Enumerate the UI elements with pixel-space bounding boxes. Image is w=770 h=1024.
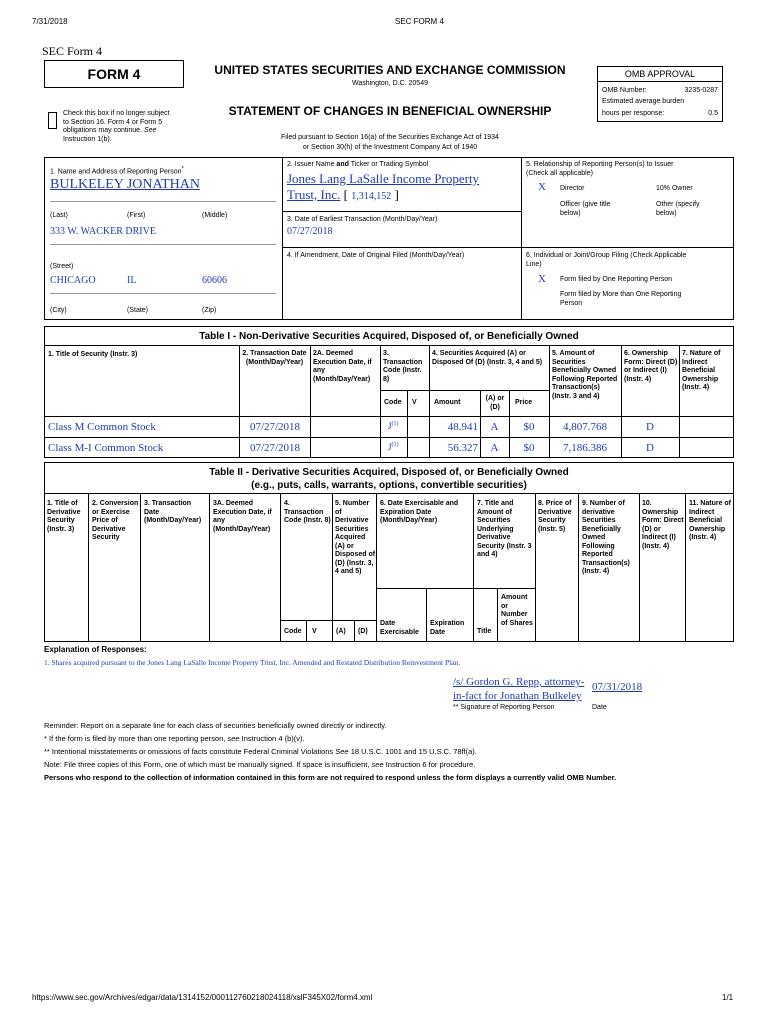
t1-h-securities: 4. Securities Acquired (A) or Disposed Of (D) (Instr. 3, 4 and 5)	[432, 350, 543, 366]
t1-sub-price: Price	[515, 399, 533, 406]
row1-owned: 4,807.768	[563, 421, 607, 433]
director-label: Director	[560, 185, 585, 192]
print-page-number: 1/1	[722, 993, 734, 1002]
signature-label: ** Signature of Reporting Person	[453, 704, 555, 711]
row1-ad: A	[490, 421, 499, 433]
t2-h-title: 1. Title of Derivative Security (Instr. 3)	[47, 500, 81, 533]
print-url[interactable]: https://www.sec.gov/Archives/edgar/data/1314152/000112760218024118/xslF345X02/form4.xml	[32, 993, 373, 1002]
row2-title: Class M-I Common Stock	[48, 442, 164, 454]
row2-price: $0	[523, 442, 535, 454]
hours-value: 0.5	[708, 110, 718, 117]
more-persons-label: Form filed by More than One Reporting Person	[560, 291, 682, 307]
row1-title: Class M Common Stock	[48, 421, 156, 433]
reminder-note: Reminder: Report on a separate line for each class of securities beneficially owned directly or indirectly.	[44, 721, 387, 730]
t2-sub-code: Code	[284, 628, 302, 635]
row2-code: $J^{(1)}$	[388, 442, 399, 452]
row1-amount: 48.941	[447, 421, 478, 433]
row1-code: $J^{(1)}$	[388, 421, 399, 431]
row2-ad: A	[490, 442, 499, 454]
t1-sub-code: Code	[384, 399, 402, 406]
t2-sub-amount: Amount or Number of Shares	[501, 594, 533, 627]
hours-label: hours per response:	[602, 110, 665, 117]
city-value: CHICAGO	[50, 275, 96, 286]
table-2-title: Table II - Derivative Securities Acquired, Disposed of, or Beneficially Owned (e.g., puts, calls, warrants, options, convertible securities)	[209, 467, 569, 491]
row2-form: D	[646, 442, 654, 454]
row2-owned: 7,186.386	[563, 442, 607, 454]
omb-number: 3235-0287	[684, 87, 718, 94]
zip-value: 60606	[202, 275, 227, 286]
t2-h-owned: 9. Number of derivative Securities Beneficially Owned Following Reported Transaction(s) (Instr. 4)	[582, 500, 630, 575]
middle-label: (Middle)	[202, 212, 228, 219]
omb-approval-box	[597, 66, 723, 122]
burden-label: Estimated average burden	[602, 98, 685, 105]
other-label: Other (specify below)	[656, 201, 700, 217]
ticker-symbol: 1,314,152	[351, 191, 392, 202]
t2-h-price: 8. Price of Derivative Security (Instr. 5)	[538, 500, 572, 533]
omb-title: OMB APPROVAL	[598, 67, 722, 82]
one-person-label: Form filed by One Reporting Person	[560, 276, 673, 283]
t1-h-code: 3. Transaction Code (Instr. 8)	[383, 350, 423, 383]
explanation-1: 1. Shares acquired pursuant to the Jones Lang LaSalle Income Property Trust, Inc. Amended and Restated Distribution Reinvestment Plan.	[44, 658, 461, 667]
box2-label: 2. Issuer Name and Ticker or Trading Symbol	[287, 161, 429, 168]
omb-number-label: OMB Number:	[602, 87, 647, 94]
officer-label: Officer (give title below)	[560, 201, 611, 217]
note-3: Note: File three copies of this Form, one of which must be manually signed. If space is insufficient, see Instruction 6 for procedure.	[44, 760, 476, 769]
street-label: (Street)	[50, 263, 74, 270]
first-label: (First)	[127, 212, 146, 219]
t1-h-owned: 5. Amount of Securities Beneficially Owned Following Reported Transaction(s) (Instr. 3 and 4)	[552, 350, 618, 400]
box3-label: 3. Date of Earliest Transaction (Month/Day/Year)	[287, 216, 438, 223]
no-longer-subject-checkbox[interactable]	[48, 112, 57, 129]
t2-sub-expiration: Expiration Date	[430, 620, 465, 636]
checkbox-label: Check this box if no longer subject to Section 16. Form 4 or Form 5 obligations may continue. See Instruction 1(b).	[63, 110, 170, 143]
row1-form: D	[646, 421, 654, 433]
row2-amount: 56.327	[447, 442, 478, 454]
note-1: * If the form is filed by more than one reporting person, see Instruction 4 (b)(v).	[44, 734, 305, 743]
table-1-title: Table I - Non-Derivative Securities Acquired, Disposed of, or Beneficially Owned	[199, 331, 579, 342]
t2-h-code: 4. Transaction Code (Instr. 8)	[284, 500, 331, 524]
statement-title: STATEMENT OF CHANGES IN BENEFICIAL OWNERSHIP	[228, 104, 552, 118]
zip-label: (Zip)	[202, 307, 217, 314]
print-page-title: SEC FORM 4	[395, 17, 444, 26]
agency-city: Washington, D.C. 20549	[351, 80, 428, 87]
t2-sub-exercisable: Date Exercisable	[380, 620, 419, 636]
issuer-name[interactable]: Jones Lang LaSalle Income Property Trust, Inc. [ 1,314,152 ]	[287, 171, 480, 202]
persons-note: Persons who respond to the collection of information contained in this form are not required to respond unless the form displays a currently valid OMB Number.	[44, 773, 617, 782]
t2-h-exercisable: 6. Date Exercisable and Expiration Date (Month/Day/Year)	[380, 500, 459, 524]
t1-sub-amount: Amount	[434, 399, 461, 406]
t2-h-underlying: 7. Title and Amount of Securities Underlying Derivative Security (Instr. 3 and 4)	[477, 500, 532, 558]
state-label: (State)	[127, 307, 149, 314]
one-person-mark[interactable]: X	[538, 273, 546, 285]
t2-sub-a: (A)	[336, 628, 346, 635]
city-label: (City)	[50, 307, 67, 314]
footer-notes	[44, 719, 734, 784]
signature: /s/ Gordon G. Repp, attorney- in-fact for Jonathan Bulkeley	[453, 676, 585, 702]
t1-h-form: 6. Ownership Form: Direct (D) or Indirect (I) (Instr. 4)	[624, 350, 678, 383]
t2-h-nature: 11. Nature of Indirect Beneficial Ownership (Instr. 4)	[689, 500, 732, 541]
row1-price: $0	[523, 421, 535, 433]
t1-h-date: 2. Transaction Date (Month/Day/Year)	[242, 350, 307, 366]
t2-h-form: 10. Ownership Form: Direct (D) or Indirect (I) (Instr. 4)	[642, 500, 684, 550]
explanation-title: Explanation of Responses:	[44, 645, 147, 654]
t1-h-title: 1. Title of Security (Instr. 3)	[48, 351, 138, 358]
box6-label: 6. Individual or Joint/Group Filing (Check Applicable Line)	[526, 252, 687, 268]
t1-h-deemed: 2A. Deemed Execution Date, if any (Month/Day/Year)	[313, 350, 372, 383]
director-mark[interactable]: X	[538, 181, 546, 193]
t2-h-number: 5. Number of Derivative Securities Acquired (A) or Disposed of (D) (Instr. 3, 4 and 5)	[335, 500, 376, 575]
t1-sub-ad: (A) or (D)	[485, 395, 505, 411]
t2-sub-title: Title	[477, 628, 492, 635]
agency-name: UNITED STATES SECURITIES AND EXCHANGE COMMISSION	[214, 63, 566, 77]
box4-label: 4. If Amendment, Date of Original Filed (Month/Day/Year)	[287, 252, 465, 259]
earliest-transaction-date: 07/27/2018	[287, 226, 333, 237]
note-2: ** Intentional misstatements or omissions of facts constitute Federal Criminal Violations See 18 U.S.C. 1001 and 15 U.S.C. 78ff(a).	[44, 747, 477, 756]
box5-label: 5. Relationship of Reporting Person(s) to Issuer (Check all applicable)	[526, 161, 674, 177]
t1-sub-v: V	[412, 399, 417, 406]
signature-date: 07/31/2018	[592, 681, 643, 693]
last-label: (Last)	[50, 212, 68, 219]
box1-label: 1. Name and Address of Reporting Person*	[50, 166, 184, 176]
form-number: FORM 4	[87, 66, 141, 82]
filed-pursuant-1: Filed pursuant to Section 16(a) of the Securities Exchange Act of 1934	[281, 134, 499, 141]
state-value: IL	[127, 275, 137, 286]
sec-form-label: SEC Form 4	[42, 44, 103, 58]
t2-h-date: 3. Transaction Date (Month/Day/Year)	[144, 500, 202, 524]
t2-sub-v: V	[312, 628, 317, 635]
street-value: 333 W. WACKER DRIVE	[50, 226, 156, 237]
t2-h-deemed: 3A. Deemed Execution Date, if any (Month/Day/Year)	[213, 500, 272, 533]
form-number-box	[44, 60, 184, 88]
ten-pct-owner-label: 10% Owner	[656, 185, 693, 192]
reporting-person-name[interactable]: BULKELEY JONATHAN	[50, 177, 200, 192]
filed-pursuant-2: or Section 30(h) of the Investment Company Act of 1940	[302, 144, 478, 151]
row2-date: 07/27/2018	[249, 442, 301, 454]
t2-h-conversion: 2. Conversion or Exercise Price of Derivative Security	[92, 500, 139, 541]
row1-date: 07/27/2018	[249, 421, 301, 433]
t2-sub-d: (D)	[358, 628, 368, 635]
print-date: 7/31/2018	[32, 17, 68, 26]
t1-h-nature: 7. Nature of Indirect Beneficial Ownership (Instr. 4)	[682, 350, 721, 391]
date-label: Date	[592, 704, 607, 711]
